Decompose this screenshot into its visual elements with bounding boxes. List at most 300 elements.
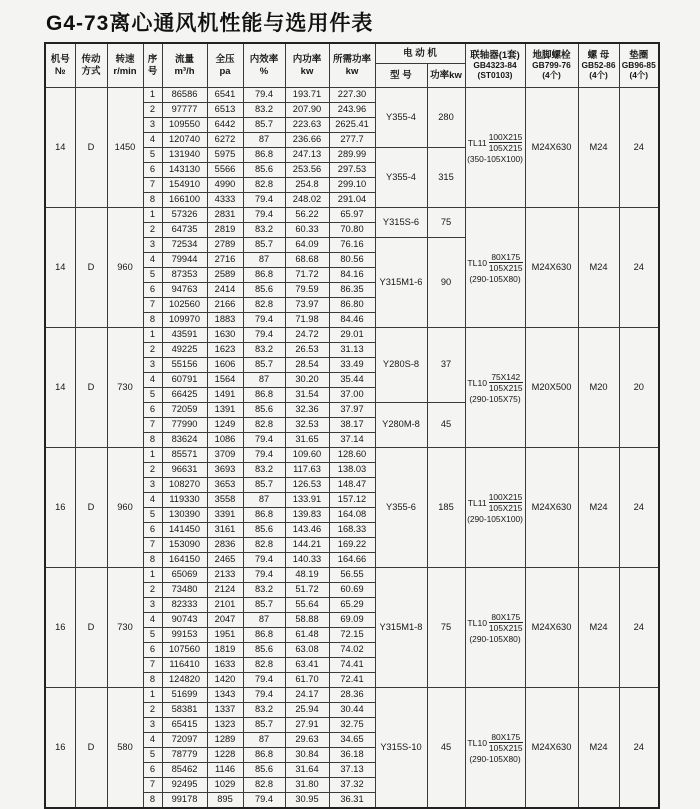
- cell-inner-power: 26.53: [285, 343, 329, 358]
- cell-nut: M24: [578, 448, 619, 568]
- cell-pressure: 1606: [207, 358, 243, 373]
- coupling-fraction: [489, 132, 523, 154]
- header-line: (4个): [629, 70, 649, 81]
- header-line: 号: [147, 65, 158, 77]
- header-line: 螺 母: [587, 49, 610, 61]
- coupling-note: (290-105X100): [467, 513, 523, 524]
- cell-required-power: 148.47: [329, 478, 375, 493]
- header-line: (ST0103): [477, 70, 513, 81]
- cell-required-power: 164.66: [329, 553, 375, 568]
- table-body: [45, 88, 659, 809]
- cell-required-power: 84.16: [329, 268, 375, 283]
- cell-inner-power: 48.19: [285, 568, 329, 583]
- col-header-machine-no: [45, 43, 75, 88]
- cell-speed: 580: [107, 688, 143, 809]
- cell-required-power: 297.53: [329, 163, 375, 178]
- cell-flow: 119330: [162, 493, 207, 508]
- cell-motor-power: 90: [427, 238, 465, 328]
- cell-seq: 6: [143, 523, 162, 538]
- cell-inner-power: 126.53: [285, 478, 329, 493]
- cell-flow: 116410: [162, 658, 207, 673]
- coupling-prefix: TL10: [467, 737, 488, 748]
- cell-seq: 1: [143, 88, 162, 103]
- cell-anchor-bolt: M24X630: [525, 88, 578, 208]
- page-title: G4-73离心通风机性能与选用件表: [46, 12, 374, 35]
- cell-efficiency: 83.2: [243, 343, 285, 358]
- header-line: r/min: [113, 65, 137, 77]
- cell-transmission: D: [75, 568, 107, 688]
- cell-flow: 130390: [162, 508, 207, 523]
- cell-washer: 24: [619, 208, 659, 328]
- cell-flow: 107560: [162, 643, 207, 658]
- cell-coupling: [465, 208, 525, 328]
- cell-seq: 4: [143, 253, 162, 268]
- cell-seq: 8: [143, 193, 162, 208]
- cell-pressure: 2414: [207, 283, 243, 298]
- header-line: %: [259, 65, 269, 77]
- cell-required-power: 36.31: [329, 793, 375, 809]
- cell-seq: 1: [143, 448, 162, 463]
- cell-inner-power: 31.80: [285, 778, 329, 793]
- cell-efficiency: 85.7: [243, 238, 285, 253]
- cell-inner-power: 193.71: [285, 88, 329, 103]
- cell-flow: 143130: [162, 163, 207, 178]
- cell-required-power: 227.30: [329, 88, 375, 103]
- cell-nut: M24: [578, 208, 619, 328]
- cell-pressure: 6541: [207, 88, 243, 103]
- cell-pressure: 3709: [207, 448, 243, 463]
- cell-pressure: 2819: [207, 223, 243, 238]
- coupling-top: 80X175: [489, 252, 523, 264]
- cell-efficiency: 85.7: [243, 478, 285, 493]
- cell-seq: 5: [143, 148, 162, 163]
- cell-seq: 3: [143, 358, 162, 373]
- cell-seq: 2: [143, 463, 162, 478]
- cell-flow: 131940: [162, 148, 207, 163]
- cell-efficiency: 82.8: [243, 778, 285, 793]
- cell-inner-power: 68.68: [285, 253, 329, 268]
- cell-transmission: D: [75, 448, 107, 568]
- header-line: GB799-76: [532, 60, 571, 71]
- cell-inner-power: 24.17: [285, 688, 329, 703]
- cell-motor-power: 75: [427, 208, 465, 238]
- cell-seq: 7: [143, 778, 162, 793]
- cell-flow: 78779: [162, 748, 207, 763]
- cell-washer: 24: [619, 88, 659, 208]
- cell-efficiency: 85.6: [243, 643, 285, 658]
- coupling-prefix: TL10: [467, 257, 488, 268]
- cell-inner-power: 31.54: [285, 388, 329, 403]
- cell-flow: 79944: [162, 253, 207, 268]
- cell-required-power: 243.96: [329, 103, 375, 118]
- cell-flow: 109970: [162, 313, 207, 328]
- cell-nut: M20: [578, 328, 619, 448]
- cell-motor-power: 185: [427, 448, 465, 568]
- cell-pressure: 1564: [207, 373, 243, 388]
- cell-seq: 7: [143, 178, 162, 193]
- cell-flow: 65415: [162, 718, 207, 733]
- cell-motor-power: 75: [427, 568, 465, 688]
- cell-pressure: 2836: [207, 538, 243, 553]
- cell-pressure: 1633: [207, 658, 243, 673]
- coupling-note: (290-105X80): [469, 273, 521, 284]
- cell-flow: 72097: [162, 733, 207, 748]
- col-header-anchor-bolt: [525, 43, 578, 88]
- cell-seq: 7: [143, 418, 162, 433]
- cell-flow: 108270: [162, 478, 207, 493]
- cell-flow: 99153: [162, 628, 207, 643]
- cell-required-power: 72.41: [329, 673, 375, 688]
- cell-seq: 5: [143, 628, 162, 643]
- cell-required-power: 56.55: [329, 568, 375, 583]
- cell-seq: 2: [143, 103, 162, 118]
- cell-pressure: 1249: [207, 418, 243, 433]
- coupling-top: 80X175: [489, 732, 523, 744]
- cell-nut: M24: [578, 88, 619, 208]
- cell-pressure: 3391: [207, 508, 243, 523]
- col-header-seq: [143, 43, 162, 88]
- cell-efficiency: 83.2: [243, 463, 285, 478]
- cell-efficiency: 85.7: [243, 718, 285, 733]
- cell-flow: 96631: [162, 463, 207, 478]
- col-header-motor-model: [375, 64, 427, 88]
- col-header-required-power: [329, 43, 375, 88]
- cell-inner-power: 143.46: [285, 523, 329, 538]
- cell-flow: 55156: [162, 358, 207, 373]
- cell-inner-power: 24.72: [285, 328, 329, 343]
- cell-anchor-bolt: M24X630: [525, 688, 578, 809]
- cell-inner-power: 207.90: [285, 103, 329, 118]
- table-row: [45, 328, 659, 343]
- cell-coupling: [465, 568, 525, 688]
- cell-motor-model: Y280S-8: [375, 328, 427, 403]
- cell-seq: 2: [143, 343, 162, 358]
- cell-seq: 4: [143, 493, 162, 508]
- coupling-bottom: 105X215: [489, 623, 523, 634]
- cell-efficiency: 82.8: [243, 298, 285, 313]
- cell-seq: 4: [143, 133, 162, 148]
- cell-motor-model: Y315M1-8: [375, 568, 427, 688]
- cell-flow: 120740: [162, 133, 207, 148]
- cell-required-power: 35.44: [329, 373, 375, 388]
- cell-efficiency: 86.8: [243, 508, 285, 523]
- cell-required-power: 2625.41: [329, 118, 375, 133]
- coupling-spec: [466, 492, 525, 514]
- header-line: 垫圈: [629, 49, 649, 61]
- coupling-note: (290-105X75): [469, 393, 521, 404]
- cell-seq: 1: [143, 688, 162, 703]
- cell-pressure: 2101: [207, 598, 243, 613]
- cell-efficiency: 79.4: [243, 553, 285, 568]
- cell-seq: 7: [143, 538, 162, 553]
- coupling-prefix: TL10: [467, 617, 488, 628]
- cell-efficiency: 79.4: [243, 88, 285, 103]
- cell-flow: 124820: [162, 673, 207, 688]
- cell-required-power: 277.7: [329, 133, 375, 148]
- cell-flow: 85462: [162, 763, 207, 778]
- cell-seq: 2: [143, 703, 162, 718]
- cell-seq: 8: [143, 553, 162, 568]
- cell-flow: 99178: [162, 793, 207, 809]
- cell-inner-power: 79.59: [285, 283, 329, 298]
- cell-flow: 90743: [162, 613, 207, 628]
- cell-pressure: 6442: [207, 118, 243, 133]
- cell-transmission: D: [75, 88, 107, 208]
- cell-required-power: 29.01: [329, 328, 375, 343]
- cell-required-power: 86.80: [329, 298, 375, 313]
- cell-coupling: [465, 328, 525, 448]
- cell-required-power: 37.32: [329, 778, 375, 793]
- cell-flow: 73480: [162, 583, 207, 598]
- cell-inner-power: 248.02: [285, 193, 329, 208]
- cell-pressure: 2166: [207, 298, 243, 313]
- col-header-motor: [375, 43, 465, 64]
- coupling-top: 100X215: [488, 131, 523, 142]
- cell-seq: 3: [143, 238, 162, 253]
- cell-pressure: 1951: [207, 628, 243, 643]
- cell-inner-power: 32.36: [285, 403, 329, 418]
- header-line: 联轴器(1套): [470, 49, 520, 61]
- coupling-spec: [466, 372, 525, 394]
- cell-flow: 87353: [162, 268, 207, 283]
- cell-motor-power: 280: [427, 88, 465, 148]
- coupling-bottom: 105X215: [488, 503, 523, 514]
- cell-flow: 86586: [162, 88, 207, 103]
- col-header-washer: [619, 43, 659, 88]
- cell-seq: 8: [143, 793, 162, 809]
- cell-washer: 24: [619, 448, 659, 568]
- cell-speed: 730: [107, 568, 143, 688]
- cell-inner-power: 253.56: [285, 163, 329, 178]
- cell-required-power: 84.46: [329, 313, 375, 328]
- cell-efficiency: 85.6: [243, 403, 285, 418]
- cell-inner-power: 247.13: [285, 148, 329, 163]
- cell-efficiency: 86.8: [243, 148, 285, 163]
- cell-motor-power: 45: [427, 403, 465, 448]
- cell-required-power: 72.15: [329, 628, 375, 643]
- cell-required-power: 168.33: [329, 523, 375, 538]
- cell-speed: 1450: [107, 88, 143, 208]
- cell-efficiency: 85.7: [243, 118, 285, 133]
- header-line: 电 动 机: [403, 47, 437, 59]
- cell-required-power: 37.13: [329, 763, 375, 778]
- cell-flow: 154910: [162, 178, 207, 193]
- cell-efficiency: 85.6: [243, 163, 285, 178]
- header-line: (4个): [589, 70, 608, 81]
- cell-anchor-bolt: M20X500: [525, 328, 578, 448]
- cell-motor-power: 315: [427, 148, 465, 208]
- cell-seq: 1: [143, 328, 162, 343]
- cell-coupling: [465, 688, 525, 809]
- cell-inner-power: 109.60: [285, 448, 329, 463]
- coupling-bottom: 105X215: [489, 743, 523, 754]
- cell-machine-no: 16: [45, 448, 75, 568]
- header-line: GB4323-84: [473, 60, 517, 71]
- cell-efficiency: 83.2: [243, 583, 285, 598]
- cell-efficiency: 79.4: [243, 208, 285, 223]
- cell-efficiency: 82.8: [243, 658, 285, 673]
- header-line: m³/h: [174, 65, 195, 77]
- cell-pressure: 1228: [207, 748, 243, 763]
- cell-flow: 85571: [162, 448, 207, 463]
- table-row: [45, 688, 659, 703]
- cell-efficiency: 79.4: [243, 568, 285, 583]
- coupling-prefix: TL11: [467, 497, 487, 508]
- coupling-prefix: TL11: [467, 137, 487, 148]
- cell-speed: 730: [107, 328, 143, 448]
- cell-pressure: 4990: [207, 178, 243, 193]
- header-line: 型 号: [390, 69, 412, 81]
- cell-flow: 57326: [162, 208, 207, 223]
- cell-seq: 6: [143, 163, 162, 178]
- cell-required-power: 74.41: [329, 658, 375, 673]
- cell-flow: 102560: [162, 298, 207, 313]
- fan-spec-table: [44, 42, 660, 809]
- cell-inner-power: 71.72: [285, 268, 329, 283]
- cell-pressure: 3653: [207, 478, 243, 493]
- cell-machine-no: 14: [45, 88, 75, 208]
- cell-efficiency: 79.4: [243, 793, 285, 809]
- cell-efficiency: 87: [243, 613, 285, 628]
- table-row: [45, 568, 659, 583]
- table-row: [45, 208, 659, 223]
- coupling-spec: [466, 612, 525, 634]
- cell-motor-model: Y315M1-6: [375, 238, 427, 328]
- cell-required-power: 33.49: [329, 358, 375, 373]
- cell-seq: 2: [143, 223, 162, 238]
- cell-seq: 5: [143, 388, 162, 403]
- cell-transmission: D: [75, 688, 107, 809]
- cell-required-power: 138.03: [329, 463, 375, 478]
- cell-pressure: 1323: [207, 718, 243, 733]
- cell-efficiency: 87: [243, 133, 285, 148]
- cell-required-power: 86.35: [329, 283, 375, 298]
- cell-motor-model: Y355-4: [375, 88, 427, 148]
- cell-inner-power: 30.95: [285, 793, 329, 809]
- cell-efficiency: 79.4: [243, 448, 285, 463]
- col-header-flow: [162, 43, 207, 88]
- cell-pressure: 1491: [207, 388, 243, 403]
- cell-transmission: D: [75, 328, 107, 448]
- cell-speed: 960: [107, 448, 143, 568]
- coupling-top: 80X175: [489, 612, 523, 624]
- col-header-inner-power: [285, 43, 329, 88]
- cell-washer: 24: [619, 688, 659, 809]
- cell-inner-power: 27.91: [285, 718, 329, 733]
- cell-washer: 24: [619, 568, 659, 688]
- cell-inner-power: 140.33: [285, 553, 329, 568]
- cell-machine-no: 14: [45, 208, 75, 328]
- cell-anchor-bolt: M24X630: [525, 448, 578, 568]
- cell-efficiency: 85.6: [243, 523, 285, 538]
- cell-seq: 6: [143, 643, 162, 658]
- cell-efficiency: 79.4: [243, 193, 285, 208]
- cell-inner-power: 32.53: [285, 418, 329, 433]
- cell-flow: 65069: [162, 568, 207, 583]
- header-line: kw: [345, 65, 359, 77]
- cell-inner-power: 31.64: [285, 763, 329, 778]
- cell-efficiency: 82.8: [243, 538, 285, 553]
- cell-inner-power: 254.8: [285, 178, 329, 193]
- cell-pressure: 1630: [207, 328, 243, 343]
- header-line: 转速: [115, 54, 135, 66]
- cell-pressure: 6272: [207, 133, 243, 148]
- cell-efficiency: 83.2: [243, 223, 285, 238]
- cell-required-power: 38.17: [329, 418, 375, 433]
- cell-motor-power: 45: [427, 688, 465, 809]
- header-line: 所需功率: [332, 54, 371, 66]
- col-header-pressure: [207, 43, 243, 88]
- cell-inner-power: 56.22: [285, 208, 329, 223]
- cell-inner-power: 64.09: [285, 238, 329, 253]
- cell-seq: 2: [143, 583, 162, 598]
- cell-flow: 77990: [162, 418, 207, 433]
- header-line: kw: [300, 65, 314, 77]
- coupling-note: (350-105X100): [467, 153, 523, 164]
- header-line: (4个): [542, 70, 561, 81]
- cell-motor-model: Y355-4: [375, 148, 427, 208]
- cell-seq: 1: [143, 568, 162, 583]
- cell-flow: 164150: [162, 553, 207, 568]
- cell-efficiency: 86.8: [243, 748, 285, 763]
- cell-flow: 72059: [162, 403, 207, 418]
- cell-efficiency: 85.6: [243, 763, 285, 778]
- cell-pressure: 1146: [207, 763, 243, 778]
- cell-efficiency: 82.8: [243, 178, 285, 193]
- cell-flow: 49225: [162, 343, 207, 358]
- cell-efficiency: 86.8: [243, 628, 285, 643]
- cell-speed: 960: [107, 208, 143, 328]
- cell-efficiency: 87: [243, 253, 285, 268]
- cell-seq: 8: [143, 313, 162, 328]
- cell-required-power: 65.97: [329, 208, 375, 223]
- cell-inner-power: 30.20: [285, 373, 329, 388]
- cell-seq: 3: [143, 478, 162, 493]
- cell-inner-power: 73.97: [285, 298, 329, 313]
- cell-efficiency: 85.7: [243, 598, 285, 613]
- coupling-spec: [466, 252, 525, 274]
- cell-motor-model: Y315S-10: [375, 688, 427, 809]
- cell-required-power: 31.13: [329, 343, 375, 358]
- cell-inner-power: 223.63: [285, 118, 329, 133]
- cell-required-power: 164.08: [329, 508, 375, 523]
- cell-seq: 5: [143, 748, 162, 763]
- header-line: 内功率: [292, 54, 322, 66]
- cell-flow: 94763: [162, 283, 207, 298]
- cell-pressure: 1883: [207, 313, 243, 328]
- cell-flow: 51699: [162, 688, 207, 703]
- cell-inner-power: 61.48: [285, 628, 329, 643]
- cell-coupling: [465, 448, 525, 568]
- cell-machine-no: 16: [45, 568, 75, 688]
- cell-washer: 20: [619, 328, 659, 448]
- cell-pressure: 895: [207, 793, 243, 809]
- cell-motor-model: Y315S-6: [375, 208, 427, 238]
- cell-pressure: 1343: [207, 688, 243, 703]
- col-header-speed: [107, 43, 143, 88]
- col-header-efficiency: [243, 43, 285, 88]
- coupling-fraction: [489, 252, 523, 274]
- cell-efficiency: 79.4: [243, 313, 285, 328]
- cell-inner-power: 55.64: [285, 598, 329, 613]
- cell-seq: 4: [143, 613, 162, 628]
- cell-required-power: 289.99: [329, 148, 375, 163]
- table-header: [45, 43, 659, 88]
- cell-pressure: 2789: [207, 238, 243, 253]
- coupling-bottom: 105X215: [488, 143, 523, 154]
- cell-transmission: D: [75, 208, 107, 328]
- cell-efficiency: 86.8: [243, 268, 285, 283]
